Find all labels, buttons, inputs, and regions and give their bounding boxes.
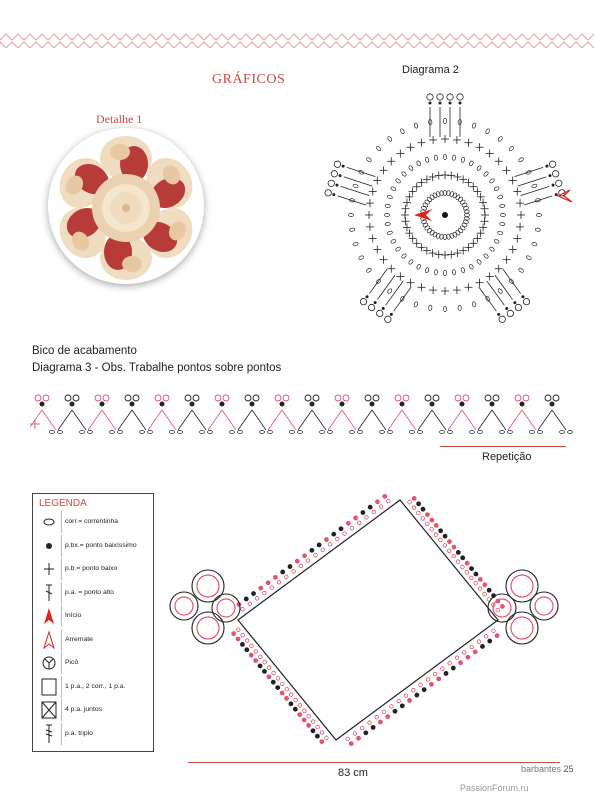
blank-box-icon [37, 676, 62, 698]
measurement-label: 83 cm [338, 767, 368, 779]
legend-item-label: Início [65, 612, 82, 619]
page-number: 25 [563, 764, 574, 774]
page-footer [521, 764, 574, 774]
legend-box [32, 493, 154, 752]
legend-title: LEGENDA [39, 498, 87, 509]
picot-icon [37, 652, 62, 674]
detail-photo [48, 128, 204, 284]
legend-item-label: Arremate [65, 635, 93, 643]
dot-icon [37, 535, 62, 557]
diagram2-label: Diagrama 2 [402, 64, 459, 76]
legend-item-label: Picô [65, 659, 79, 666]
rhombus-doily-chart [168, 478, 588, 760]
legend-item [35, 511, 151, 535]
legend-item [35, 699, 151, 723]
repeat-line [440, 446, 566, 447]
triple-crochet-icon [37, 723, 62, 745]
outline-arrow-icon [37, 629, 62, 651]
crochet-flower-image [48, 128, 204, 284]
legend-item [35, 535, 151, 559]
watermark: PassionForum.ru [460, 783, 529, 793]
x-box-icon [37, 699, 62, 721]
footer-brand: barbantes [521, 764, 562, 774]
legend-item [35, 582, 151, 606]
section-title: GRÁFICOS [212, 72, 286, 87]
legend-item [35, 652, 151, 676]
diagram3-label: Diagrama 3 - Obs. Trabalhe pontos sobre pontos [32, 362, 282, 374]
legend-item-label: p.b.= ponto baixo [65, 565, 118, 572]
legend-item-label: 4 p.a. juntos [65, 706, 103, 713]
finish-title: Bico de acabamento [32, 345, 137, 357]
legend-item-label: p.a. = ponto alto [65, 588, 114, 596]
legend-item-label: p.bx.= ponto baixíssimo [65, 541, 137, 549]
legend-item-label: corr.= correntinha [65, 518, 119, 525]
legend-item [35, 605, 151, 629]
red-arrow-icon [37, 605, 62, 627]
plus-icon [37, 558, 62, 580]
legend-item [35, 629, 151, 653]
measurement-line [188, 762, 560, 763]
top-zigzag-border [0, 0, 596, 48]
legend-item [35, 558, 151, 582]
detail-label: Detalhe 1 [96, 112, 143, 126]
legend-item [35, 676, 151, 700]
repeat-label: Repetição [482, 451, 532, 463]
double-crochet-icon [37, 582, 62, 604]
legend-item-label: p.a. triplo [65, 729, 93, 737]
chain-oval-icon [37, 511, 62, 533]
legend-item [35, 723, 151, 747]
diagram3-edging-chart [30, 388, 575, 444]
diagram2-star-chart [300, 78, 590, 348]
legend-item-label: 1 p.a., 2 corr., 1 p.a. [65, 682, 126, 690]
